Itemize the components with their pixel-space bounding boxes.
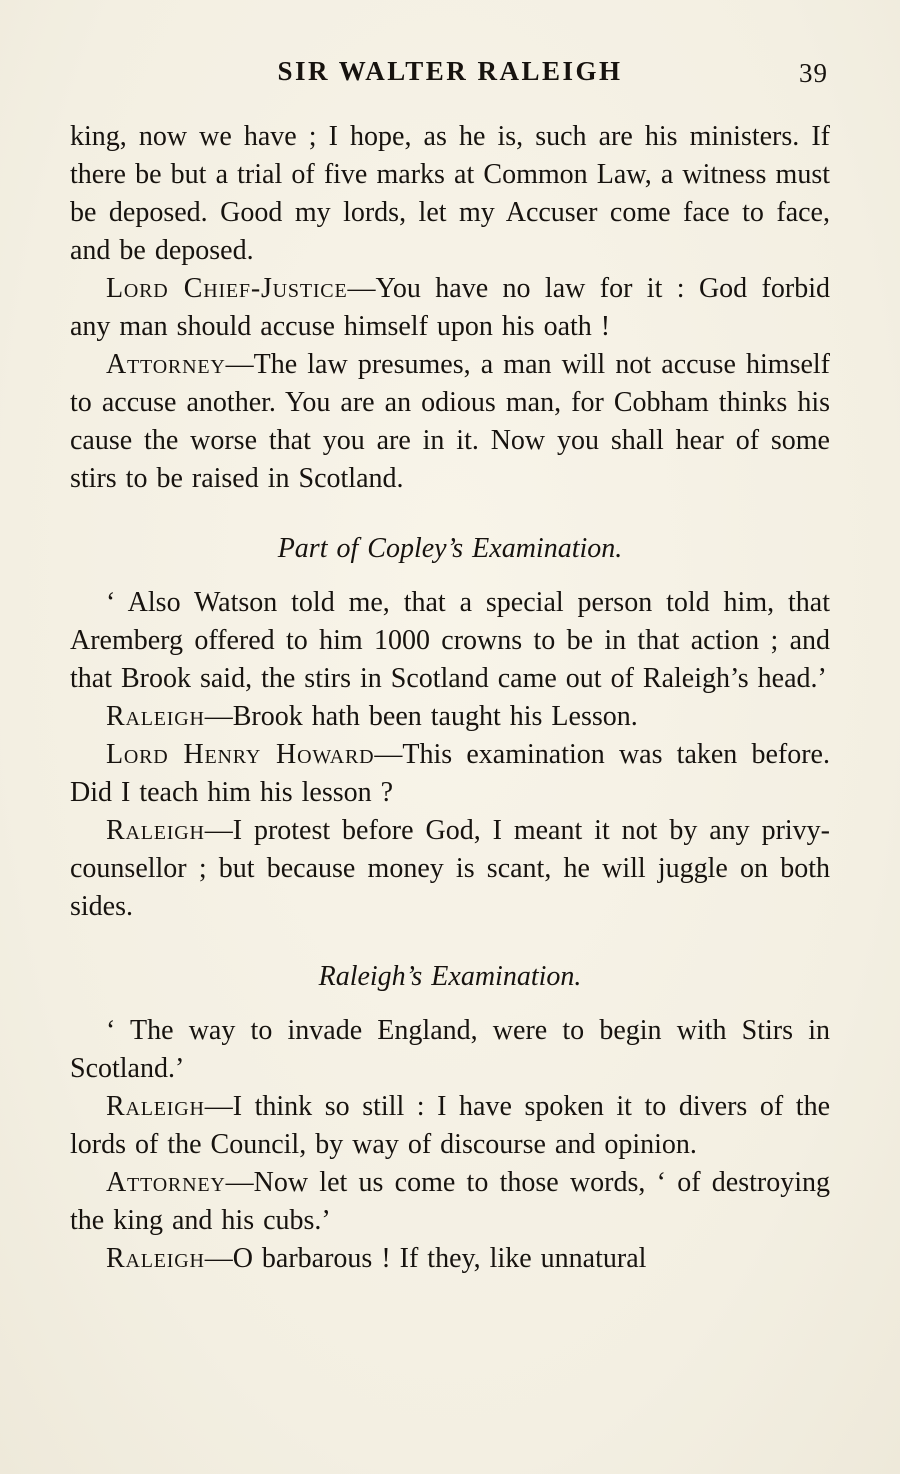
page-number: 39: [799, 58, 828, 88]
speech-text: —You have no law for it : God forbid any man should accuse himself upon his oath !: [70, 273, 830, 342]
speech-text: —This examination was taken before. Did I teach him his lesson ?: [70, 739, 830, 808]
quote-text: ‘ Also Watson told me, that a special person told him, that Aremberg offered to him 1000 crowns to be in that action ; and that Brook said, the stirs in Scotland came out of Raleigh’s head.’: [70, 587, 830, 694]
running-title: SIR WALTER RALEIGH: [277, 56, 623, 86]
page-header: [70, 56, 830, 96]
speech-paragraph: [70, 1240, 830, 1278]
speech-paragraph: [70, 812, 830, 926]
speech-paragraph: [70, 698, 830, 736]
speech-text: —Brook hath been taught his Lesson.: [204, 701, 638, 732]
speech-paragraph: [70, 270, 830, 346]
speaker-name: Lord Henry Howard: [106, 739, 375, 770]
speaker-name: Raleigh: [106, 701, 205, 732]
speaker-name: Attorney: [106, 349, 226, 380]
page-body: [70, 118, 830, 1278]
speaker-name: Raleigh: [106, 815, 205, 846]
quote-text: ‘ The way to invade England, were to begin with Stirs in Scotland.’: [70, 1015, 830, 1084]
speech-text: —Now let us come to those words, ‘ of destroying the king and his cubs.’: [70, 1167, 830, 1236]
speaker-name: Raleigh: [106, 1091, 205, 1122]
speech-paragraph: [70, 1088, 830, 1164]
speech-text: —O barbarous ! If they, like unnatural: [204, 1243, 647, 1274]
speech-text: —I protest before God, I meant it not by any privy-counsellor ; but because money is scant, he will juggle on both sides.: [70, 815, 830, 922]
quoted-paragraph: [70, 1012, 830, 1088]
speech-paragraph: [70, 736, 830, 812]
speaker-name: Lord Chief-Justice: [106, 273, 348, 304]
paragraph-continuation: [70, 118, 830, 270]
speaker-name: Raleigh: [106, 1243, 205, 1274]
section-heading: Raleigh’s Examination.: [318, 961, 582, 992]
speech-text: —I think so still : I have spoken it to divers of the lords of the Council, by way of discourse and opinion.: [70, 1091, 830, 1160]
section-heading: Part of Copley’s Examination.: [277, 533, 623, 564]
speech-paragraph: [70, 1164, 830, 1240]
quoted-paragraph: [70, 584, 830, 698]
speaker-name: Attorney: [106, 1167, 226, 1198]
speech-paragraph: [70, 346, 830, 498]
speech-text: —The law presumes, a man will not accuse himself to accuse another. You are an odious man, for Cobham thinks his cause the worse that you are in it. Now you shall hear of some stirs to be raised in Scotland.: [70, 349, 830, 494]
paragraph-text: king, now we have ; I hope, as he is, such are his ministers. If there be but a trial of five marks at Common Law, a witness must be deposed. Good my lords, let my Accuser come face to face, and be deposed.: [70, 121, 830, 266]
